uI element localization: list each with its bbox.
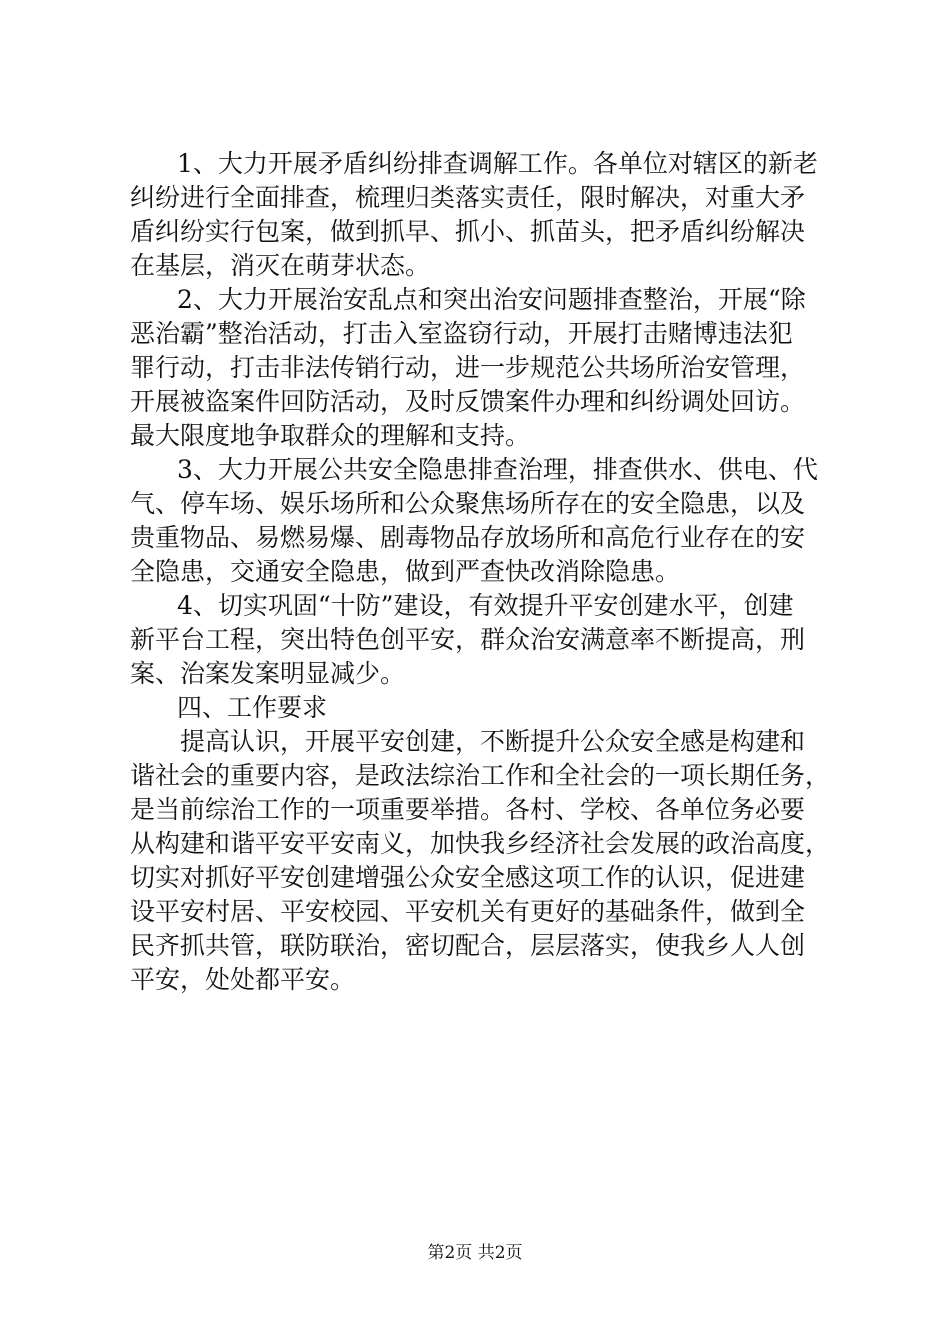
text-line: 开展被盗案件回防活动，及时反馈案件办理和纠纷调处回访。	[130, 387, 806, 416]
text-line: 谐社会的重要内容，是政法综治工作和全社会的一项长期任务，	[130, 761, 830, 790]
text-line: 3、大力开展公共安全隐患排查治理，排查供水、供电、代	[177, 455, 818, 484]
paragraph-5	[130, 725, 830, 997]
text-line: 罪行动，打击非法传销行动，进一步规范公共场所治安管理，	[130, 353, 806, 382]
text-line: 恶治霸”整治活动，打击入室盗窃行动，开展打击赌博违法犯	[130, 319, 793, 348]
text-line: 切实对抓好平安创建增强公众安全感这项工作的认识，促进建	[130, 863, 806, 892]
text-line: 1、大力开展矛盾纠纷排查调解工作。各单位对辖区的新老	[177, 149, 818, 178]
document-body	[130, 147, 830, 997]
text-line: 纠纷进行全面排查，梳理归类落实责任，限时解决，对重大矛	[130, 183, 806, 212]
text-line: 4、切实巩固“十防”建设，有效提升平安创建水平，创建	[177, 591, 794, 620]
text-line: 最大限度地争取群众的理解和支持。	[130, 421, 531, 450]
text-line: 案、治案发案明显减少。	[130, 659, 406, 688]
text-line: 2、大力开展治安乱点和突出治安问题排查整治，开展“除	[177, 285, 806, 314]
text-line: 是当前综治工作的一项重要举措。各村、学校、各单位务必要	[130, 795, 806, 824]
text-line: 全隐患，交通安全隐患，做到严查快改消除隐患。	[130, 557, 681, 586]
text-line: 从构建和谐平安平安南义，加快我乡经济社会发展的政治高度，	[130, 829, 830, 858]
paragraph-1	[130, 147, 830, 283]
text-line: 在基层，消灭在萌芽状态。	[130, 251, 431, 280]
text-line: 平安，处处都平安。	[130, 965, 356, 994]
text-line: 盾纠纷实行包案，做到抓早、抓小、抓苗头，把矛盾纠纷解决	[130, 217, 806, 246]
paragraph-4	[130, 589, 830, 691]
text-line: 气、停车场、娱乐场所和公众聚焦场所存在的安全隐患，以及	[130, 489, 806, 518]
text-line: 提高认识，开展平安创建，不断提升公众安全感是构建和	[180, 727, 806, 756]
text-line: 新平台工程，突出特色创平安，群众治安满意率不断提高，刑	[130, 625, 806, 654]
page-footer: 第2页 共2页	[427, 1243, 523, 1263]
text-line: 贵重物品、易燃易爆、剧毒物品存放场所和高危行业存在的安	[130, 523, 806, 552]
section-heading	[130, 691, 830, 725]
paragraph-3	[130, 453, 830, 589]
text-line: 设平安村居、平安校园、平安机关有更好的基础条件，做到全	[130, 897, 806, 926]
text-line: 民齐抓共管，联防联治，密切配合，层层落实，使我乡人人创	[130, 931, 806, 960]
paragraph-2	[130, 283, 830, 453]
section-heading-text: 四、工作要求	[177, 693, 328, 722]
